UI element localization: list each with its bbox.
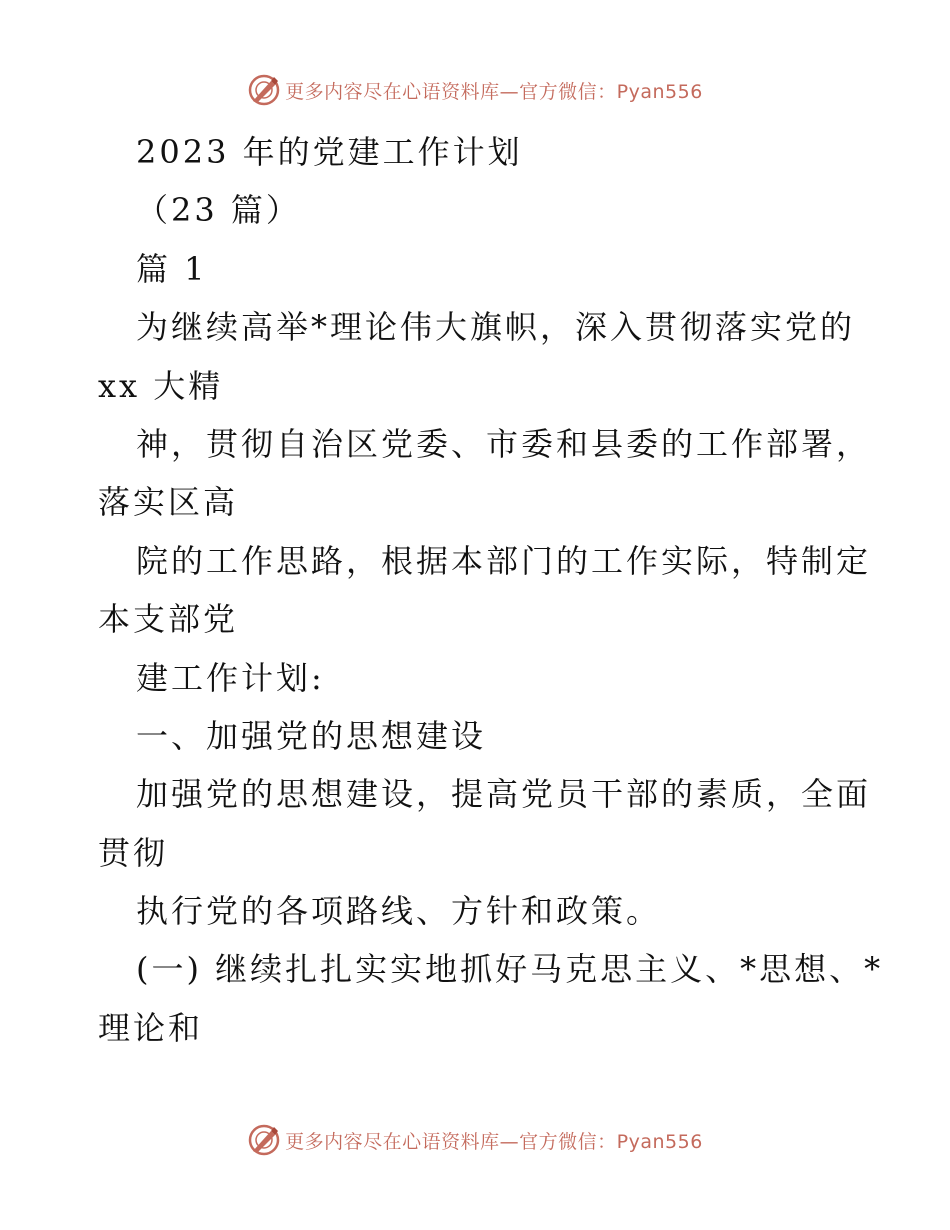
doc-line: 本支部党 — [98, 600, 239, 639]
doc-line: 落实区高 — [98, 483, 239, 522]
doc-subtitle: （23 篇） — [136, 191, 301, 230]
doc-line: 为继续高举*理论伟大旗帜，深入贯彻落实党的 — [136, 308, 856, 347]
doc-title: 2023 年的党建工作计划 — [136, 133, 523, 171]
footer-watermark-text: 更多内容尽在心语资料库—官方微信：Pyan556 — [285, 1130, 703, 1153]
doc-line: 神，贯彻自治区党委、市委和县委的工作部署， — [136, 424, 872, 463]
doc-line: 院的工作思路，根据本部门的工作实际，特制定 — [136, 541, 872, 580]
pen-emblem-icon — [247, 1123, 281, 1157]
doc-section-label: 篇 1 — [136, 249, 208, 288]
doc-line: 理论和 — [98, 1008, 204, 1047]
doc-line: 贯彻 — [98, 833, 169, 872]
pen-emblem-icon — [247, 73, 281, 107]
doc-line: 建工作计划: — [136, 658, 325, 697]
header-watermark-text: 更多内容尽在心语资料库—官方微信：Pyan556 — [285, 80, 703, 103]
doc-subheading: (一) 继续扎扎实实地抓好马克思主义、*思想、* — [136, 950, 884, 989]
doc-line: 执行党的各项路线、方针和政策。 — [136, 892, 662, 931]
doc-line: xx 大精 — [98, 366, 224, 405]
footer-watermark — [0, 1120, 950, 1160]
doc-line: 加强党的思想建设，提高党员干部的素质，全面 — [136, 775, 872, 814]
document-body — [98, 123, 884, 1057]
doc-heading: 一、加强党的思想建设 — [136, 716, 487, 755]
header-watermark — [0, 70, 950, 110]
